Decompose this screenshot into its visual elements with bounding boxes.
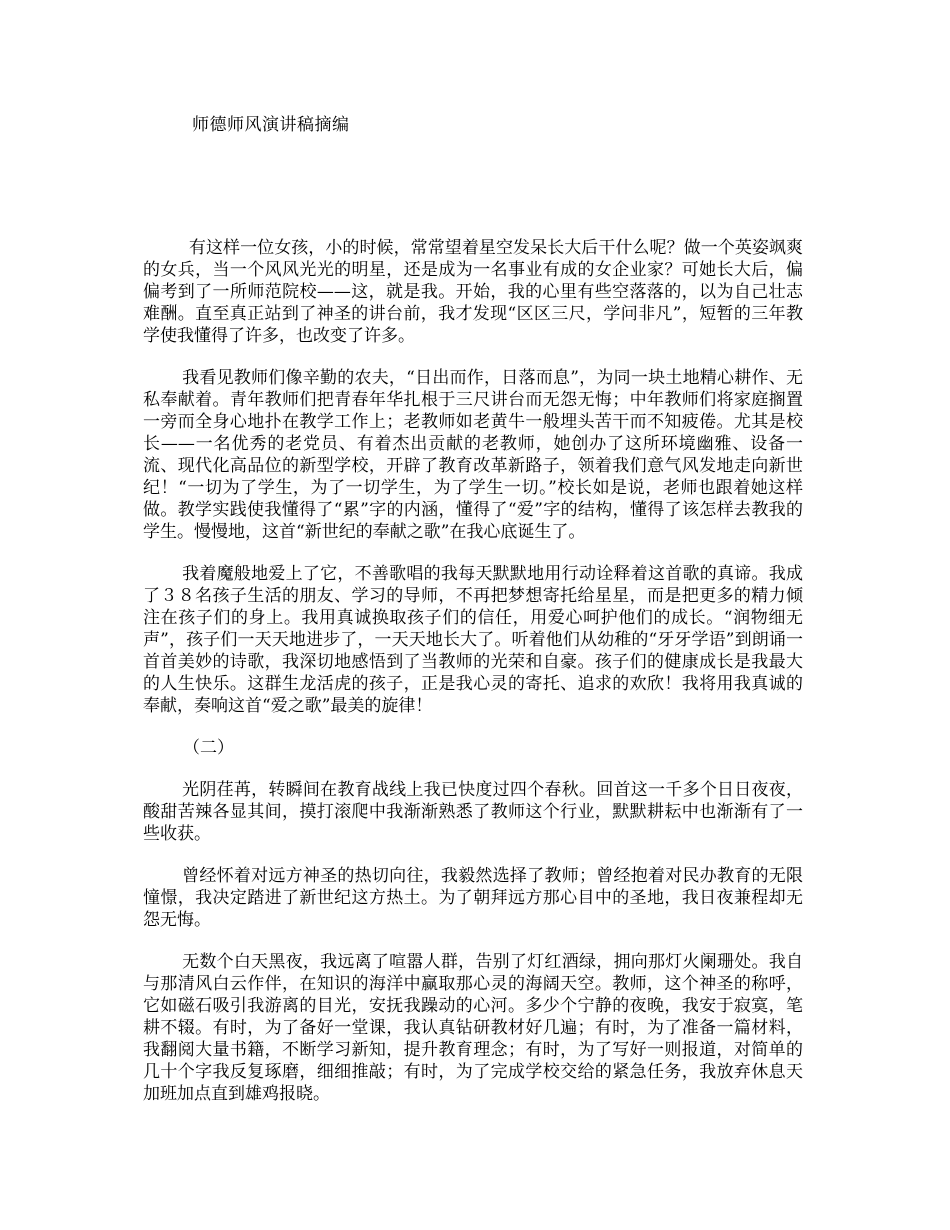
paragraph-6: 无数个白天黑夜，我远离了喧嚣人群，告别了灯红酒绿，拥向那灯火阑珊处。我自与那清风白云作伴，在知识的海洋中赢取那心灵的海阔天空。教师，这个神圣的称呼，它如磁石吸引我游离的目光，安抚我躁动的心河。多少个宁静的夜晚，我安于寂寞，笔耕不辍。有时，为了备好一堂课，我认真钻研教材好几遍；有时，为了准备一篇材料，我翻阅大量书籍，不断学习新知，提升教育理念；有时，为了写好一则报道，对简单的几十个字我反复琢磨，细细推敲；有时，为了完成学校交给的紧急任务，我放弃休息天加班加点直到雄鸡报晓。 — [143, 952, 803, 1104]
paragraph-4: 光阴荏苒，转瞬间在教育战线上我已快度过四个春秋。回首这一千多个日日夜夜，酸甜苦辣各显其间，摸打滚爬中我渐渐熟悉了教师这个行业，默默耕耘中也渐渐有了一些收获。 — [143, 780, 803, 844]
section-heading: （二） — [183, 738, 234, 758]
paragraph-1: 有这样一位女孩，小的时候，常常望着星空发呆长大后干什么呢？做一个英姿飒爽的女兵，当一个风风光光的明星，还是成为一名事业有成的女企业家？可她长大后，偏偏考到了一所师范院校——这，就是我。开始，我的心里有些空落落的，以为自己壮志难酬。直至真正站到了神圣的讲台前，我才发现“区区三尺，学问非凡”，短暂的三年教学使我懂得了许多，也改变了许多。 — [143, 238, 803, 346]
document-title: 师德师风演讲稿摘编 — [192, 115, 350, 135]
paragraph-3: 我着魔般地爱上了它，不善歌唱的我每天默默地用行动诠释着这首歌的真谛。我成了３８名孩子生活的朋友、学习的导师，不再把梦想寄托给星星，而是把更多的精力倾注在孩子们的身上。我用真诚换取孩子们的信任，用爱心呵护他们的成长。“润物细无声”，孩子们一天天地进步了，一天天地长大了。听着他们从幼稚的“牙牙学语”到朗诵一首首美妙的诗歌，我深切地感悟到了当教师的光荣和自豪。孩子们的健康成长是我最大的人生快乐。这群生龙活虎的孩子，正是我心灵的寄托、追求的欢欣！我将用我真诚的奉献，奏响这首“爱之歌”最美的旋律！ — [143, 564, 803, 716]
document-body — [143, 237, 803, 1125]
paragraph-2: 我看见教师们像辛勤的农夫，“日出而作，日落而息”，为同一块土地精心耕作、无私奉献着。青年教师们把青春年华扎根于三尺讲台而无怨无悔；中年教师们将家庭搁置一旁而全身心地扑在教学工作上；老教师如老黄牛一般埋头苦干而不知疲倦。尤其是校长——一名优秀的老党员、有着杰出贡献的老教师，她创办了这所环境幽雅、设备一流、现代化高品位的新型学校，开辟了教育改革新路子，领着我们意气风发地走向新世纪！“一切为了学生，为了一切学生，为了学生一切。”校长如是说，老师也跟着她这样做。教学实践使我懂得了“累”字的内涵，懂得了“爱”字的结构，懂得了该怎样去教我的学生。慢慢地，这首“新世纪的奉献之歌”在我心底诞生了。 — [143, 368, 803, 542]
paragraph-5: 曾经怀着对远方神圣的热切向往，我毅然选择了教师；曾经抱着对民办教育的无限憧憬，我决定踏进了新世纪这方热土。为了朝拜远方那心目中的圣地，我日夜兼程却无怨无悔。 — [143, 866, 803, 930]
